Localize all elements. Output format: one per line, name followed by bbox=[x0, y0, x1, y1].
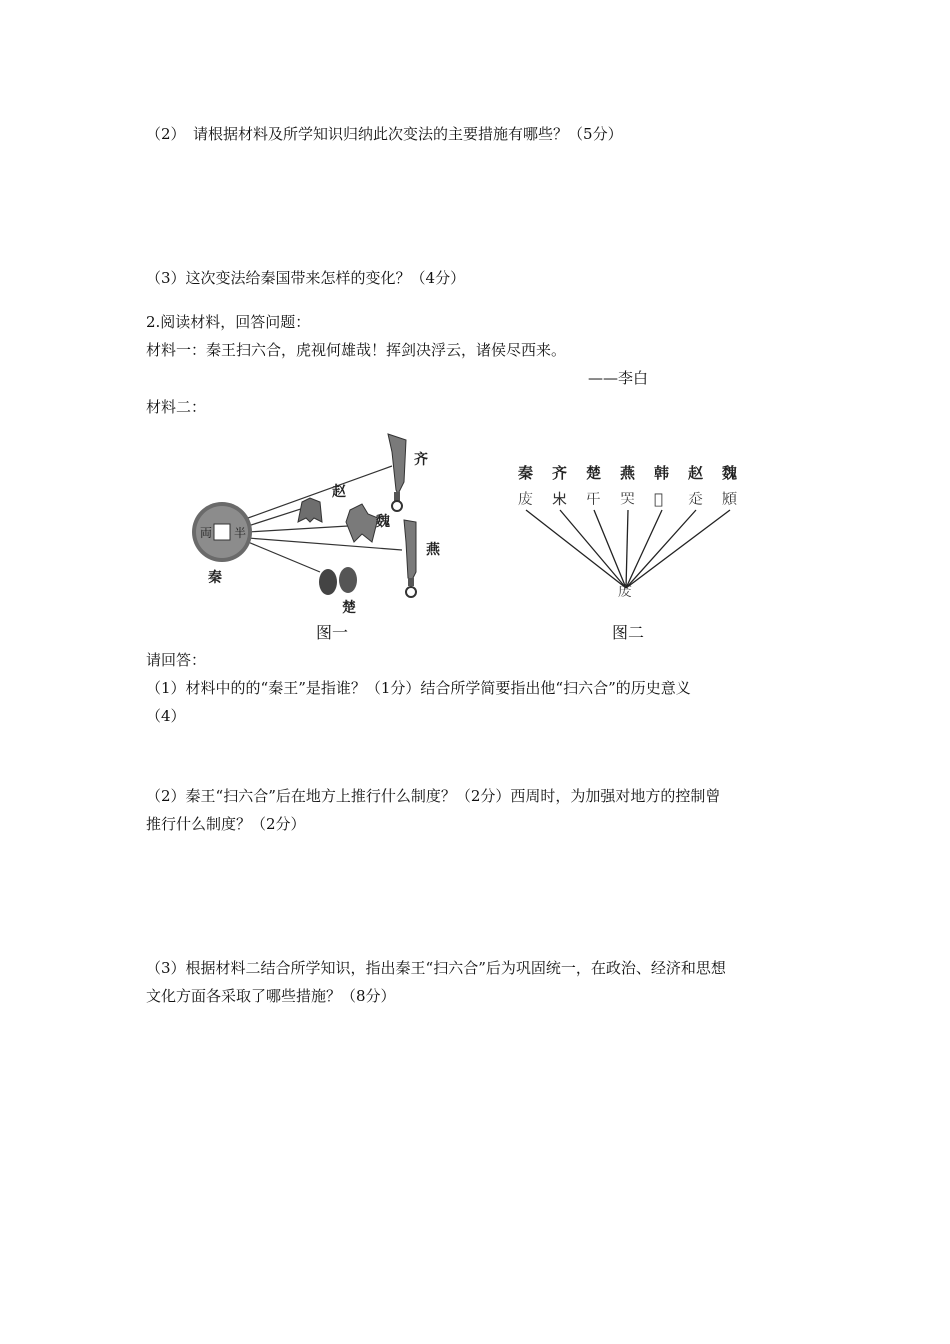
fig2-state-6: 魏 bbox=[722, 464, 738, 482]
figure-two bbox=[510, 460, 750, 610]
fig2-script-4: 𣘈 bbox=[654, 490, 664, 508]
fig2-state-4: 韩 bbox=[654, 464, 670, 482]
qin-coin-icon bbox=[192, 502, 252, 562]
q2-heading: 2.阅读材料，回答问题： bbox=[146, 313, 311, 331]
fig2-script-1: 𣎵 bbox=[552, 490, 568, 508]
fig2-state-1: 齐 bbox=[552, 464, 568, 482]
fig1-label-qi: 齐 bbox=[414, 452, 428, 468]
q1-part2: （2） 请根据材料及所学知识归纳此次变法的主要措施有哪些？（5分） bbox=[146, 125, 623, 143]
figure-one-caption: 图一 bbox=[316, 623, 349, 642]
sub-question-3-line1: （3）根据材料二结合所学知识，指出秦王“扫六合”后为巩固统一，在政治、经济和思想 bbox=[146, 959, 726, 977]
fig2-script-6: 𩒏 bbox=[722, 490, 738, 508]
q1-part3: （3）这次变法给秦国带来怎样的变化？（4分） bbox=[146, 269, 466, 287]
wei-spade-icon bbox=[346, 504, 378, 542]
svg-text:両: 両 bbox=[200, 526, 213, 540]
sub-question-1-line2: （4） bbox=[146, 707, 186, 725]
fig2-state-2: 楚 bbox=[586, 464, 602, 482]
material-two-label: 材料二： bbox=[146, 398, 207, 416]
zhao-spade-icon bbox=[298, 498, 322, 522]
fig1-label-chu: 楚 bbox=[342, 600, 356, 616]
material-one: 材料一：秦王扫六合，虎视何雄哉！挥剑决浮云，诸侯尽西来。 bbox=[146, 341, 567, 359]
fig2-script-2: 𡕒 bbox=[586, 490, 602, 508]
fig2-state-3: 燕 bbox=[620, 464, 636, 482]
sub-question-1-line1: （1）材料中的的“秦王”是指谁？（1分）结合所学简要指出他“扫六合”的历史意义 bbox=[146, 679, 691, 697]
figure-two-caption: 图二 bbox=[612, 623, 645, 642]
fig1-label-zhao: 赵 bbox=[332, 484, 346, 500]
fig2-state-0: 秦 bbox=[518, 464, 534, 482]
fig2-target-script: 𢇷 bbox=[618, 584, 632, 600]
fig2-script-5: 𧺆 bbox=[688, 490, 704, 508]
fig1-label-wei: 魏 bbox=[376, 514, 390, 530]
attribution: ——李白 bbox=[588, 369, 649, 387]
fig2-script-3: 𦉼 bbox=[620, 490, 636, 508]
sub-question-2-line1: （2）秦王“扫六合”后在地方上推行什么制度？（2分）西周时，为加强对地方的控制曾 bbox=[146, 787, 721, 805]
sub-question-3-line2: 文化方面各采取了哪些措施？（8分） bbox=[146, 987, 396, 1005]
sub-question-2-line2: 推行什么制度？（2分） bbox=[146, 815, 306, 833]
fig1-label-yan: 燕 bbox=[426, 542, 440, 558]
fig2-state-5: 赵 bbox=[688, 464, 704, 482]
fig2-script-0: 𢇷 bbox=[518, 490, 534, 508]
yan-knife-icon bbox=[404, 520, 416, 597]
answer-prompt: 请回答： bbox=[146, 651, 207, 669]
fig1-label-qin: 秦 bbox=[208, 570, 222, 586]
qi-knife-icon bbox=[388, 434, 406, 511]
figure-two-lines bbox=[526, 510, 730, 588]
figure-one bbox=[170, 422, 470, 642]
svg-text:半: 半 bbox=[234, 526, 247, 540]
chu-coin-icon bbox=[319, 567, 357, 595]
